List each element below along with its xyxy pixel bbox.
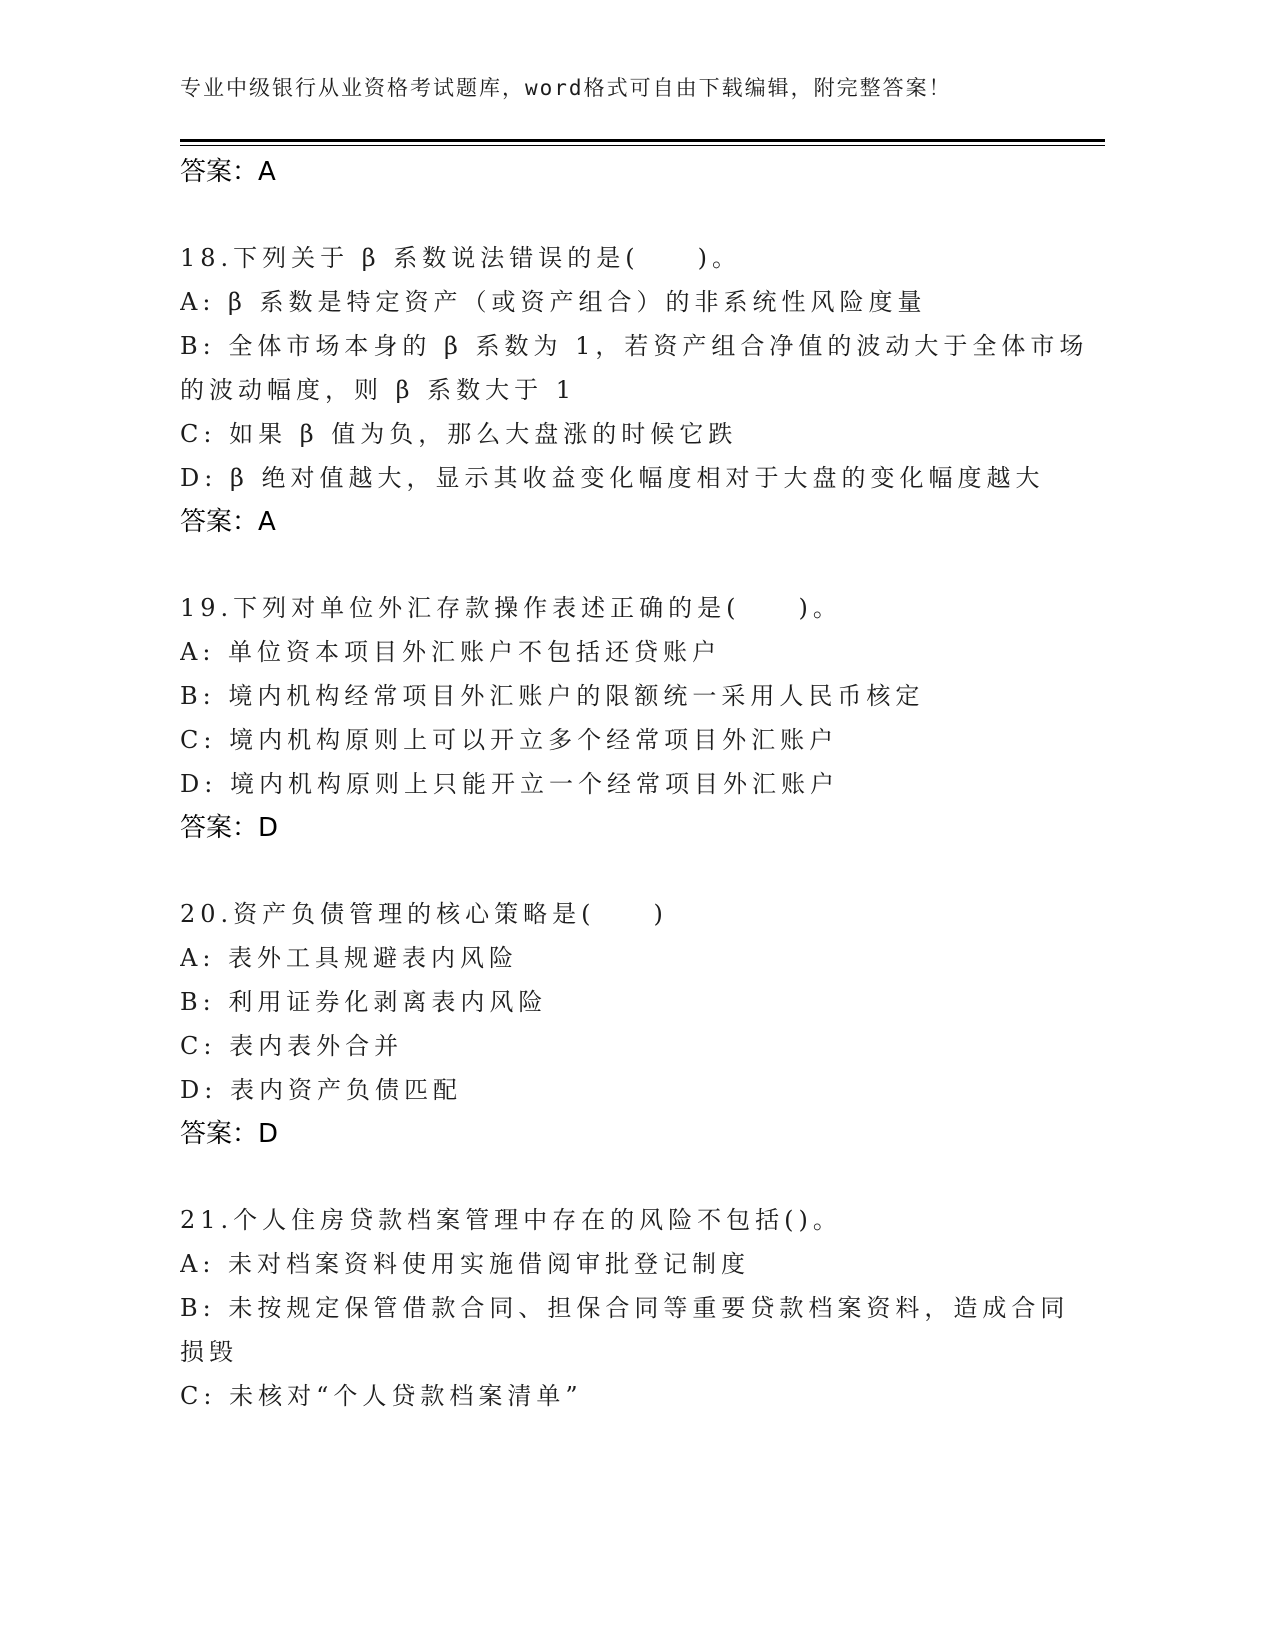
question-stem: 21.个人住房贷款档案管理中存在的风险不包括()。 xyxy=(180,1206,842,1234)
question-19 xyxy=(180,586,1140,850)
page-header-text: 专业中级银行从业资格考试题库，word格式可自由下载编辑，附完整答案！ xyxy=(180,76,952,100)
option-b: B: 利用证券化剥离表内风险 xyxy=(180,988,548,1016)
option-a: A: 未对档案资料使用实施借阅审批登记制度 xyxy=(180,1250,751,1278)
question-content xyxy=(180,150,1140,1418)
answer-line: 答案：A xyxy=(180,507,276,537)
answer-line: 答案：A xyxy=(180,157,276,187)
header-double-rule xyxy=(180,139,1105,146)
answer-line: 答案：D xyxy=(180,1119,279,1149)
question-stem: 20.资产负债管理的核心策略是( ) xyxy=(180,900,668,928)
option-c: C: 境内机构原则上可以开立多个经常项目外汇账户 xyxy=(180,726,839,754)
option-a: A: β 系数是特定资产（或资产组合）的非系统性风险度量 xyxy=(180,288,927,316)
option-b: B: 境内机构经常项目外汇账户的限额统一采用人民币核定 xyxy=(180,682,925,710)
option-c: C: 未核对“个人贷款档案清单” xyxy=(180,1382,583,1410)
option-a: A: 表外工具规避表内风险 xyxy=(180,944,519,972)
option-d: D: 境内机构原则上只能开立一个经常项目外汇账户 xyxy=(180,770,839,798)
question-stem: 19.下列对单位外汇存款操作表述正确的是( )。 xyxy=(180,594,842,622)
question-21 xyxy=(180,1198,1140,1418)
option-d: D: β 绝对值越大，显示其收益变化幅度相对于大盘的变化幅度越大 xyxy=(180,464,1045,492)
option-d: D: 表内资产负债匹配 xyxy=(180,1076,462,1104)
option-a: A: 单位资本项目外汇账户不包括还贷账户 xyxy=(180,638,722,666)
option-b: B: 全体市场本身的 β 系数为 1，若资产组合净值的波动大于全体市场 xyxy=(180,332,1089,360)
option-c: C: 表内表外合并 xyxy=(180,1032,404,1060)
question-18 xyxy=(180,236,1140,544)
question-20 xyxy=(180,892,1140,1156)
answer-line: 答案：D xyxy=(180,813,279,843)
question-stem: 18.下列关于 β 系数说法错误的是( )。 xyxy=(180,244,742,272)
option-b: B: 未按规定保管借款合同、担保合同等重要贷款档案资料，造成合同 xyxy=(180,1294,1070,1322)
option-b-continuation: 的波动幅度，则 β 系数大于 1 xyxy=(180,376,577,404)
option-c: C: 如果 β 值为负，那么大盘涨的时候它跌 xyxy=(180,420,738,448)
option-b-continuation: 损毁 xyxy=(180,1338,238,1366)
